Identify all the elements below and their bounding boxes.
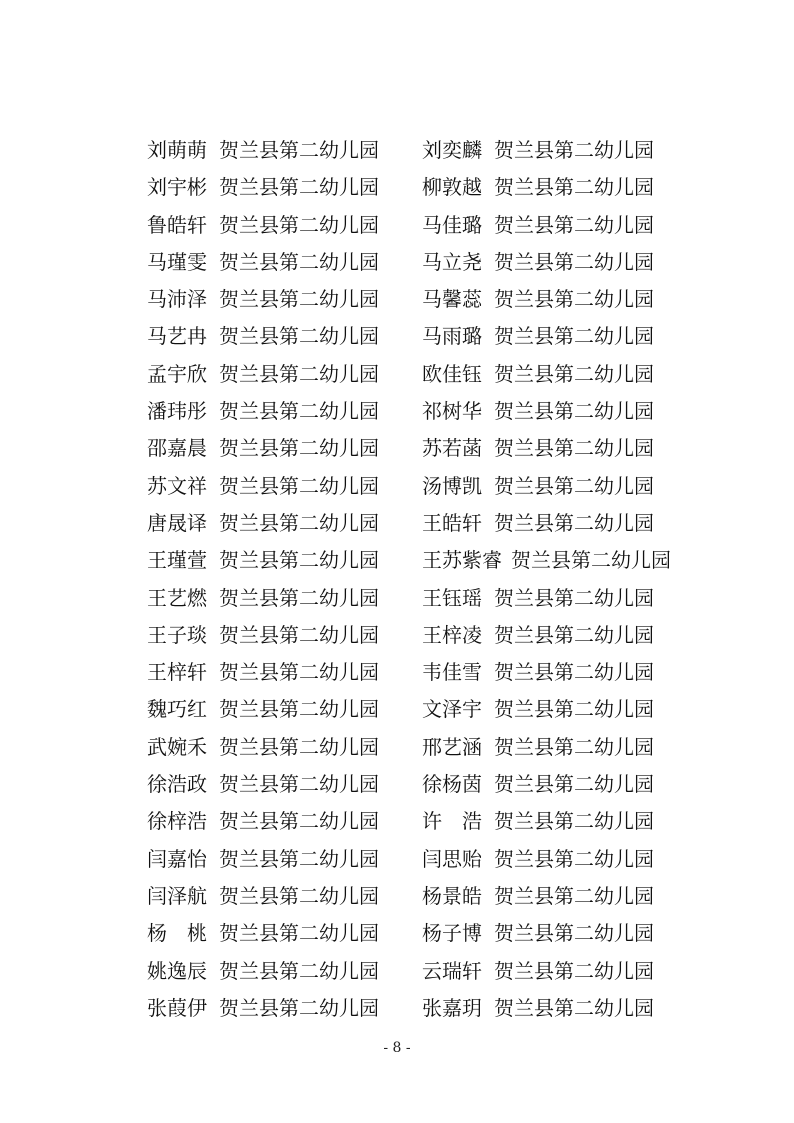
person-name: 姚逸辰 xyxy=(147,958,207,983)
person-name: 潘玮彤 xyxy=(147,399,207,424)
person-name: 王钰瑶 xyxy=(422,585,482,610)
school-name: 贺兰县第二幼儿园 xyxy=(219,324,379,349)
school-name: 贺兰县第二幼儿园 xyxy=(494,473,654,498)
school-name: 贺兰县第二幼儿园 xyxy=(494,436,654,461)
person-name: 王梓轩 xyxy=(147,660,207,685)
person-name: 唐晟译 xyxy=(147,510,207,535)
person-name: 文泽宇 xyxy=(422,697,482,722)
list-item xyxy=(422,878,654,915)
school-name: 贺兰县第二幼儿园 xyxy=(494,772,654,797)
person-name: 刘宇彬 xyxy=(147,175,207,200)
person-name: 祁树华 xyxy=(422,399,482,424)
list-item xyxy=(422,953,654,990)
list-item xyxy=(147,654,379,691)
school-name: 贺兰县第二幼儿园 xyxy=(219,212,379,237)
school-name: 贺兰县第二幼儿园 xyxy=(219,883,379,908)
list-item xyxy=(422,244,654,281)
person-name: 王艺燃 xyxy=(147,585,207,610)
school-name: 贺兰县第二幼儿园 xyxy=(494,958,654,983)
list-item xyxy=(422,169,654,206)
school-name: 贺兰县第二幼儿园 xyxy=(494,324,654,349)
list-item xyxy=(422,468,654,505)
list-item xyxy=(422,654,654,691)
list-item xyxy=(147,393,379,430)
person-name: 欧佳钰 xyxy=(422,361,482,386)
school-name: 贺兰县第二幼儿园 xyxy=(219,660,379,685)
name-row xyxy=(147,729,707,766)
name-row xyxy=(147,580,707,617)
school-name: 贺兰县第二幼儿园 xyxy=(219,622,379,647)
person-name: 徐梓浩 xyxy=(147,809,207,834)
person-name: 马雨璐 xyxy=(422,324,482,349)
list-item xyxy=(147,878,379,915)
name-row xyxy=(147,915,707,952)
name-row xyxy=(147,654,707,691)
person-name: 云瑞轩 xyxy=(422,958,482,983)
person-name: 苏若菡 xyxy=(422,436,482,461)
name-row xyxy=(147,169,707,206)
list-item xyxy=(147,542,379,579)
list-item xyxy=(422,281,654,318)
person-name: 徐浩政 xyxy=(147,772,207,797)
name-row xyxy=(147,803,707,840)
name-row xyxy=(147,766,707,803)
person-name: 孟宇欣 xyxy=(147,361,207,386)
list-item xyxy=(147,244,379,281)
school-name: 贺兰县第二幼儿园 xyxy=(494,399,654,424)
person-name: 王梓凌 xyxy=(422,622,482,647)
person-name: 徐杨茵 xyxy=(422,772,482,797)
list-item xyxy=(147,990,379,1027)
school-name: 贺兰县第二幼儿园 xyxy=(494,734,654,759)
school-name: 贺兰县第二幼儿园 xyxy=(494,921,654,946)
name-row xyxy=(147,244,707,281)
person-name: 马沛泽 xyxy=(147,287,207,312)
list-item xyxy=(147,318,379,355)
list-item xyxy=(147,803,379,840)
list-item xyxy=(147,356,379,393)
list-item xyxy=(422,729,654,766)
person-name: 马瑾雯 xyxy=(147,249,207,274)
name-row xyxy=(147,281,707,318)
name-row xyxy=(147,132,707,169)
school-name: 贺兰县第二幼儿园 xyxy=(219,734,379,759)
name-row xyxy=(147,393,707,430)
person-name: 邵嘉晨 xyxy=(147,436,207,461)
person-name: 马艺冉 xyxy=(147,324,207,349)
person-name: 刘萌萌 xyxy=(147,138,207,162)
list-item xyxy=(147,468,379,505)
list-item xyxy=(422,132,654,169)
list-item xyxy=(422,318,654,355)
list-item xyxy=(147,766,379,803)
list-item xyxy=(147,691,379,728)
school-name: 贺兰县第二幼儿园 xyxy=(494,361,654,386)
school-name: 贺兰县第二幼儿园 xyxy=(494,249,654,274)
school-name: 贺兰县第二幼儿园 xyxy=(219,548,379,573)
list-item xyxy=(147,617,379,654)
name-row xyxy=(147,207,707,244)
school-name: 贺兰县第二幼儿园 xyxy=(219,772,379,797)
name-row xyxy=(147,691,707,728)
person-name: 王皓轩 xyxy=(422,510,482,535)
name-row xyxy=(147,356,707,393)
list-item xyxy=(422,990,654,1027)
person-name: 闫泽航 xyxy=(147,883,207,908)
list-item xyxy=(147,169,379,206)
name-row xyxy=(147,542,707,579)
school-name: 贺兰县第二幼儿园 xyxy=(219,510,379,535)
list-item xyxy=(147,207,379,244)
person-name: 王子琰 xyxy=(147,622,207,647)
school-name: 贺兰县第二幼儿园 xyxy=(494,809,654,834)
school-name: 贺兰县第二幼儿园 xyxy=(219,958,379,983)
school-name: 贺兰县第二幼儿园 xyxy=(494,697,654,722)
person-name: 杨 桃 xyxy=(147,921,207,946)
list-item xyxy=(147,281,379,318)
school-name: 贺兰县第二幼儿园 xyxy=(219,473,379,498)
list-item xyxy=(422,915,654,952)
person-name: 王苏紫睿 xyxy=(422,548,502,573)
list-item xyxy=(147,505,379,542)
list-item xyxy=(422,356,654,393)
person-name: 刘奕麟 xyxy=(422,138,482,162)
school-name: 贺兰县第二幼儿园 xyxy=(494,622,654,647)
person-name: 闫嘉怡 xyxy=(147,846,207,871)
person-name: 杨子博 xyxy=(422,921,482,946)
school-name: 贺兰县第二幼儿园 xyxy=(219,921,379,946)
school-name: 贺兰县第二幼儿园 xyxy=(219,846,379,871)
school-name: 贺兰县第二幼儿园 xyxy=(494,585,654,610)
person-name: 鲁皓轩 xyxy=(147,212,207,237)
list-item xyxy=(422,580,654,617)
person-name: 马馨蕊 xyxy=(422,287,482,312)
list-item xyxy=(422,542,671,579)
list-item xyxy=(147,729,379,766)
school-name: 贺兰县第二幼儿园 xyxy=(219,809,379,834)
person-name: 许 浩 xyxy=(422,809,482,834)
person-name: 武婉禾 xyxy=(147,734,207,759)
list-item xyxy=(147,841,379,878)
person-name: 杨景皓 xyxy=(422,883,482,908)
name-row xyxy=(147,878,707,915)
name-row xyxy=(147,468,707,505)
name-list xyxy=(147,132,707,1027)
school-name: 贺兰县第二幼儿园 xyxy=(219,138,379,162)
list-item xyxy=(422,803,654,840)
person-name: 汤博凯 xyxy=(422,473,482,498)
person-name: 张葭伊 xyxy=(147,995,207,1020)
person-name: 邢艺涵 xyxy=(422,734,482,759)
school-name: 贺兰县第二幼儿园 xyxy=(494,660,654,685)
list-item xyxy=(422,766,654,803)
name-row xyxy=(147,505,707,542)
name-row xyxy=(147,430,707,467)
school-name: 贺兰县第二幼儿园 xyxy=(219,436,379,461)
school-name: 贺兰县第二幼儿园 xyxy=(494,995,654,1020)
list-item xyxy=(147,132,379,169)
page-number: - 8 - xyxy=(383,1040,411,1056)
school-name: 贺兰县第二幼儿园 xyxy=(494,510,654,535)
list-item xyxy=(147,430,379,467)
person-name: 王瑾萱 xyxy=(147,548,207,573)
list-item xyxy=(422,617,654,654)
school-name: 贺兰县第二幼儿园 xyxy=(494,287,654,312)
name-row xyxy=(147,953,707,990)
school-name: 贺兰县第二幼儿园 xyxy=(494,883,654,908)
person-name: 张嘉玥 xyxy=(422,995,482,1020)
school-name: 贺兰县第二幼儿园 xyxy=(494,175,654,200)
person-name: 马佳璐 xyxy=(422,212,482,237)
school-name: 贺兰县第二幼儿园 xyxy=(219,697,379,722)
school-name: 贺兰县第二幼儿园 xyxy=(219,995,379,1020)
list-item xyxy=(147,915,379,952)
list-item xyxy=(422,430,654,467)
person-name: 柳敦越 xyxy=(422,175,482,200)
list-item xyxy=(422,691,654,728)
person-name: 韦佳雪 xyxy=(422,660,482,685)
name-row xyxy=(147,841,707,878)
list-item xyxy=(422,207,654,244)
school-name: 贺兰县第二幼儿园 xyxy=(219,287,379,312)
person-name: 苏文祥 xyxy=(147,473,207,498)
list-item xyxy=(422,505,654,542)
school-name: 贺兰县第二幼儿园 xyxy=(511,548,671,573)
school-name: 贺兰县第二幼儿园 xyxy=(494,212,654,237)
school-name: 贺兰县第二幼儿园 xyxy=(494,138,654,162)
school-name: 贺兰县第二幼儿园 xyxy=(219,585,379,610)
list-item xyxy=(422,393,654,430)
name-row xyxy=(147,318,707,355)
school-name: 贺兰县第二幼儿园 xyxy=(219,399,379,424)
school-name: 贺兰县第二幼儿园 xyxy=(494,846,654,871)
school-name: 贺兰县第二幼儿园 xyxy=(219,361,379,386)
person-name: 闫思贻 xyxy=(422,846,482,871)
person-name: 魏巧红 xyxy=(147,697,207,722)
list-item xyxy=(147,953,379,990)
list-item xyxy=(422,841,654,878)
name-row xyxy=(147,617,707,654)
person-name: 马立尧 xyxy=(422,249,482,274)
name-row xyxy=(147,990,707,1027)
list-item xyxy=(147,580,379,617)
school-name: 贺兰县第二幼儿园 xyxy=(219,249,379,274)
school-name: 贺兰县第二幼儿园 xyxy=(219,175,379,200)
